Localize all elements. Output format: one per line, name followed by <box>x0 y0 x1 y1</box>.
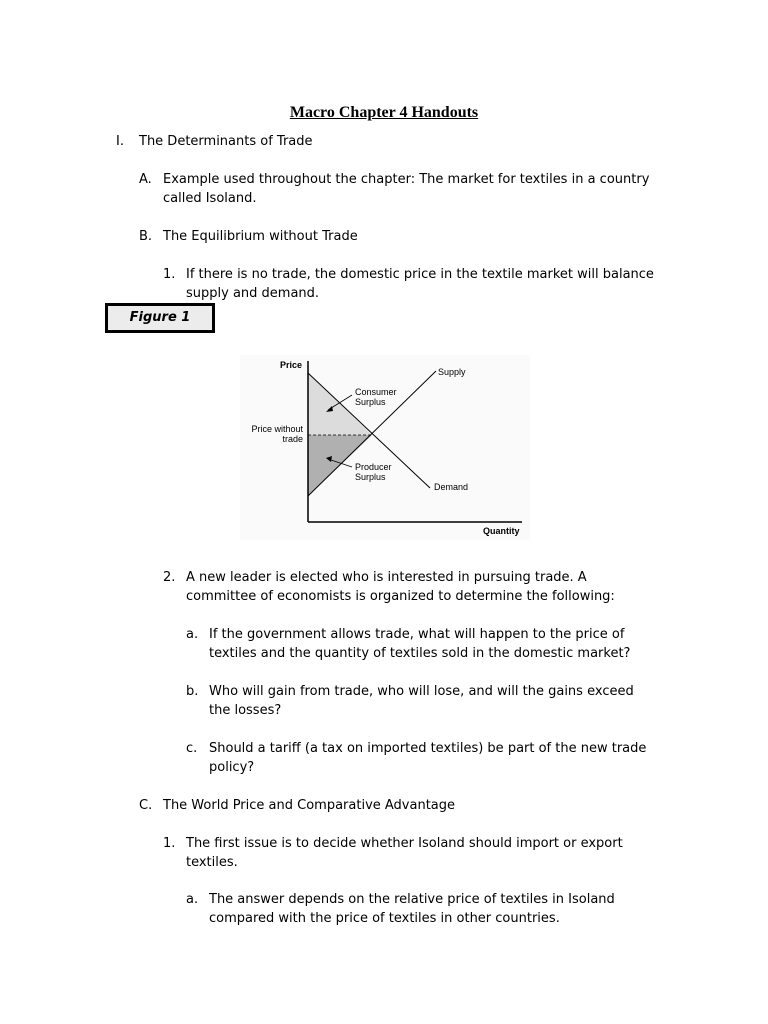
text-line: policy? <box>209 760 255 775</box>
figure-label-box <box>105 303 215 333</box>
text-line: Who will gain from trade, who will lose, and will the gains exceed <box>209 684 634 699</box>
demand-label: Demand <box>434 482 469 492</box>
item-label: 2. <box>163 570 176 585</box>
page-title: Macro Chapter 4 Handouts <box>289 104 479 121</box>
text-line: called Isoland. <box>163 191 257 206</box>
price-label-line1: Price without <box>251 424 303 434</box>
ps-label-line1: Producer <box>355 462 392 472</box>
item-label: I. <box>116 134 124 149</box>
item-label: A. <box>139 172 152 187</box>
text-line: textiles and the quantity of textiles sold in the domestic market? <box>209 646 631 661</box>
item-text <box>209 682 689 720</box>
text-line: If there is no trade, the domestic price in the textile market will balance <box>186 267 654 282</box>
supply-demand-graph <box>240 355 530 540</box>
item-text <box>186 834 686 872</box>
price-label-line2: trade <box>282 434 303 444</box>
text-line: Example used throughout the chapter: The market for textiles in a country <box>163 172 650 187</box>
item-label: 1. <box>163 836 176 851</box>
item-label: a. <box>186 627 199 642</box>
cs-label-line1: Consumer <box>355 387 397 397</box>
text-line: textiles. <box>186 855 238 870</box>
text-line: supply and demand. <box>186 286 320 301</box>
text-line: The answer depends on the relative price of textiles in Isoland <box>209 892 615 907</box>
item-text: The Equilibrium without Trade <box>163 229 358 244</box>
text-line: committee of economists is organized to determine the following: <box>186 589 615 604</box>
cs-label-line2: Surplus <box>355 397 386 407</box>
item-label: c. <box>186 741 198 756</box>
x-axis-label: Quantity <box>483 526 520 536</box>
text-line: compared with the price of textiles in other countries. <box>209 911 560 926</box>
item-text <box>209 625 689 663</box>
item-label: 1. <box>163 267 176 282</box>
item-text <box>186 568 686 606</box>
item-text <box>209 739 689 777</box>
text-line: If the government allows trade, what will happen to the price of <box>209 627 625 642</box>
text-line: A new leader is elected who is interested in pursuing trade. A <box>186 570 587 585</box>
item-text <box>209 890 689 928</box>
figure-label: Figure 1 <box>129 310 191 325</box>
item-text: The World Price and Comparative Advantage <box>163 798 456 813</box>
text-line: the losses? <box>209 703 282 718</box>
item-label: B. <box>139 229 153 244</box>
text-line: Should a tariff (a tax on imported textiles) be part of the new trade <box>209 741 647 756</box>
item-text: The Determinants of Trade <box>139 134 313 149</box>
ps-label-line2: Surplus <box>355 472 386 482</box>
item-text <box>163 170 683 208</box>
item-text <box>186 265 686 303</box>
supply-label: Supply <box>438 367 466 377</box>
y-axis-label: Price <box>280 360 303 370</box>
item-label: a. <box>186 892 199 907</box>
item-label: C. <box>139 798 153 813</box>
text-line: The first issue is to decide whether Isoland should import or export <box>186 836 623 851</box>
item-label: b. <box>186 684 199 699</box>
